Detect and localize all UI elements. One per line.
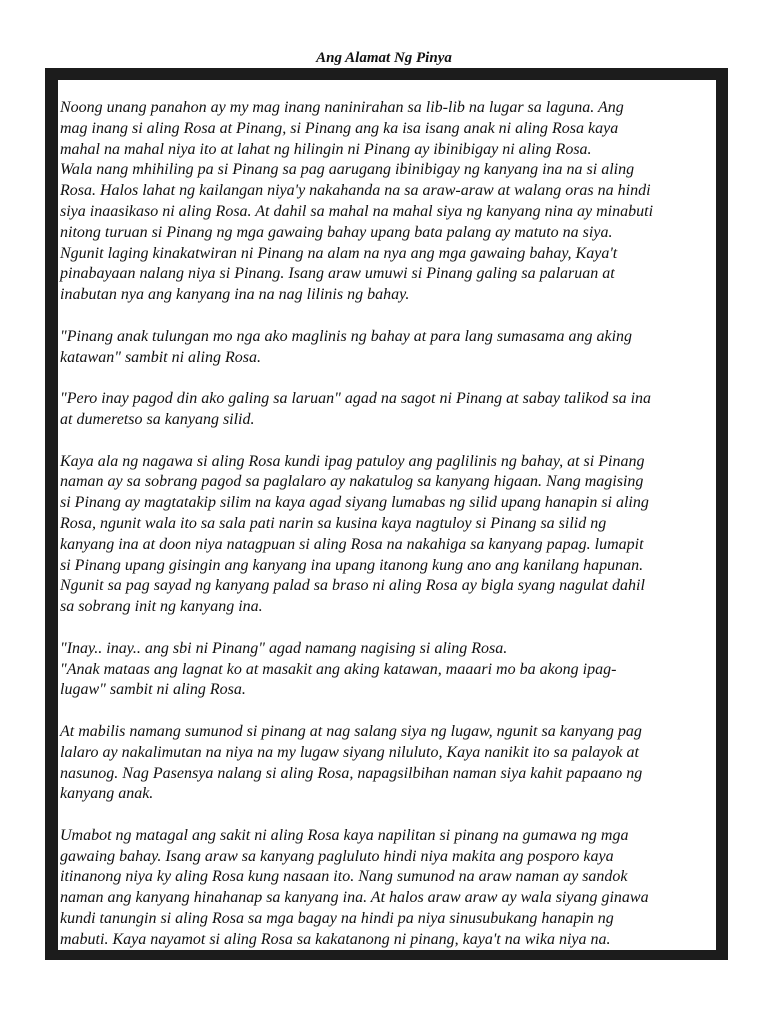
text-line: kundi tanungin si aling Rosa sa mga bagay na hindi pa niya sinusubukang hanapin ng [60,910,614,928]
text-line: mahal na mahal niya ito at lahat ng hilingin ni Pinang ay ibinibigay ni aling Rosa. [60,140,592,158]
text-line: nasunog. Nag Pasensya nalang si aling Rosa, napagsilbihan naman siya kahit papaano ng [60,764,643,782]
text-line: siya inaasikaso ni aling Rosa. At dahil sa mahal na mahal siya ng kanyang nina ay minabuti [60,202,654,220]
text-line: itinanong niya ky aling Rosa kung nasaan ito. Nang sumunod na araw naman ay sandok [60,868,628,886]
paragraph [60,722,710,805]
text-line: pinabayaan nalang niya si Pinang. Isang araw umuwi si Pinang galing sa palaruan at [60,265,615,283]
page-body [58,80,716,950]
text-line: sa sobrang init ng kanyang ina. [60,598,263,616]
text-line: naman ang kanyang hinahanap sa kanyang ina. At halos araw araw ay wala siyang ginawa [60,889,649,907]
text-line: gawaing bahay. Isang araw sa kanyang pagluluto hindi niya makita ang posporo kaya [60,847,614,865]
document-title: Ang Alamat Ng Pinya [316,50,452,66]
text-line: Ngunit laging kinakatwiran ni Pinang na alam na nya ang mga gawaing bahay, Kaya't [60,244,618,262]
text-line: nitong turuan si Pinang ng mga gawaing bahay upang bata palang ay matuto na siya. [60,223,613,241]
text-line: Noong unang panahon ay my mag inang naninirahan sa lib-lib na lugar sa laguna. Ang [60,99,624,116]
paragraph [60,327,710,369]
text-line: inabutan nya ang kanyang ina na nag lilinis ng bahay. [60,286,410,304]
text-line: Rosa, ngunit wala ito sa sala pati narin sa kusina kaya nagtuloy si Pinang sa silid ng [60,514,607,532]
paragraph [60,452,710,618]
text-line: katawan" sambit ni aling Rosa. [60,348,261,366]
paragraph [60,389,710,431]
text-line: Umabot ng matagal ang sakit ni aling Rosa kaya napilitan si pinang na gumawa ng mga [60,826,629,844]
text-line: Wala nang mhihiling pa si Pinang sa pag aarugang ibinibigay ng kanyang ina na si aling [60,161,635,179]
paragraph [60,639,710,701]
text-line: "Pero inay pagod din ako galing sa laruan" agad na sagot ni Pinang at sabay talikod sa ina [60,390,652,408]
text-line: "Anak mataas ang lagnat ko at masakit ang aking katawan, maaari mo ba akong ipag- [60,660,617,678]
text-line: Ngunit sa pag sayad ng kanyang palad sa braso ni aling Rosa ay bigla syang nagulat dahil [60,577,645,595]
text-line: at dumeretso sa kanyang silid. [60,410,255,428]
text-line: "Inay.. inay.. ang sbi ni Pinang" agad namang nagising si aling Rosa. [60,639,508,657]
text-line: si Pinang ay magtatakip silim na kaya agad siyang lumabas ng silid upang hanapin si aling [60,494,649,512]
text-line: kanyang anak. [60,785,154,803]
paragraph [60,98,710,306]
text-line: Kaya ala ng nagawa si aling Rosa kundi ipag patuloy ang paglilinis ng bahay, at si Pinang [60,452,645,470]
text-line: "Pinang anak tulungan mo nga ako maglinis ng bahay at para lang sumasama ang aking [60,327,633,345]
text-line: si Pinang upang gisingin ang kanyang ina upang itanong kung ano ang kanilang hapunan. [60,556,644,574]
text-line: lugaw" sambit ni aling Rosa. [60,681,246,699]
text-line: lalaro ay nakalimutan na niya na my lugaw siyang niluluto, Kaya nanikit ito sa palayok at [60,743,639,761]
text-line: kanyang ina at doon niya natagpuan si aling Rosa na nakahiga sa kanyang papag. lumapit [60,535,644,553]
text-line: At mabilis namang sumunod si pinang at nag salang siya ng lugaw, ngunit sa kanyang pag [60,722,642,740]
text-line: mabuti. Kaya nayamot si aling Rosa sa kakatanong ni pinang, kaya't na wika niya na. [60,930,611,948]
text-line: Rosa. Halos lahat ng kailangan niya'y nakahanda na sa araw-araw at walang oras na hindi [60,182,651,200]
text-line: naman ay sa sobrang pagod sa paglalaro ay nakatulog sa kanyang higaan. Nang magising [60,473,644,491]
paragraph [60,826,710,950]
story-text [60,98,710,950]
text-line: mag inang si aling Rosa at Pinang, si Pinang ang ka isa isang anak ni aling Rosa kaya [60,119,619,137]
